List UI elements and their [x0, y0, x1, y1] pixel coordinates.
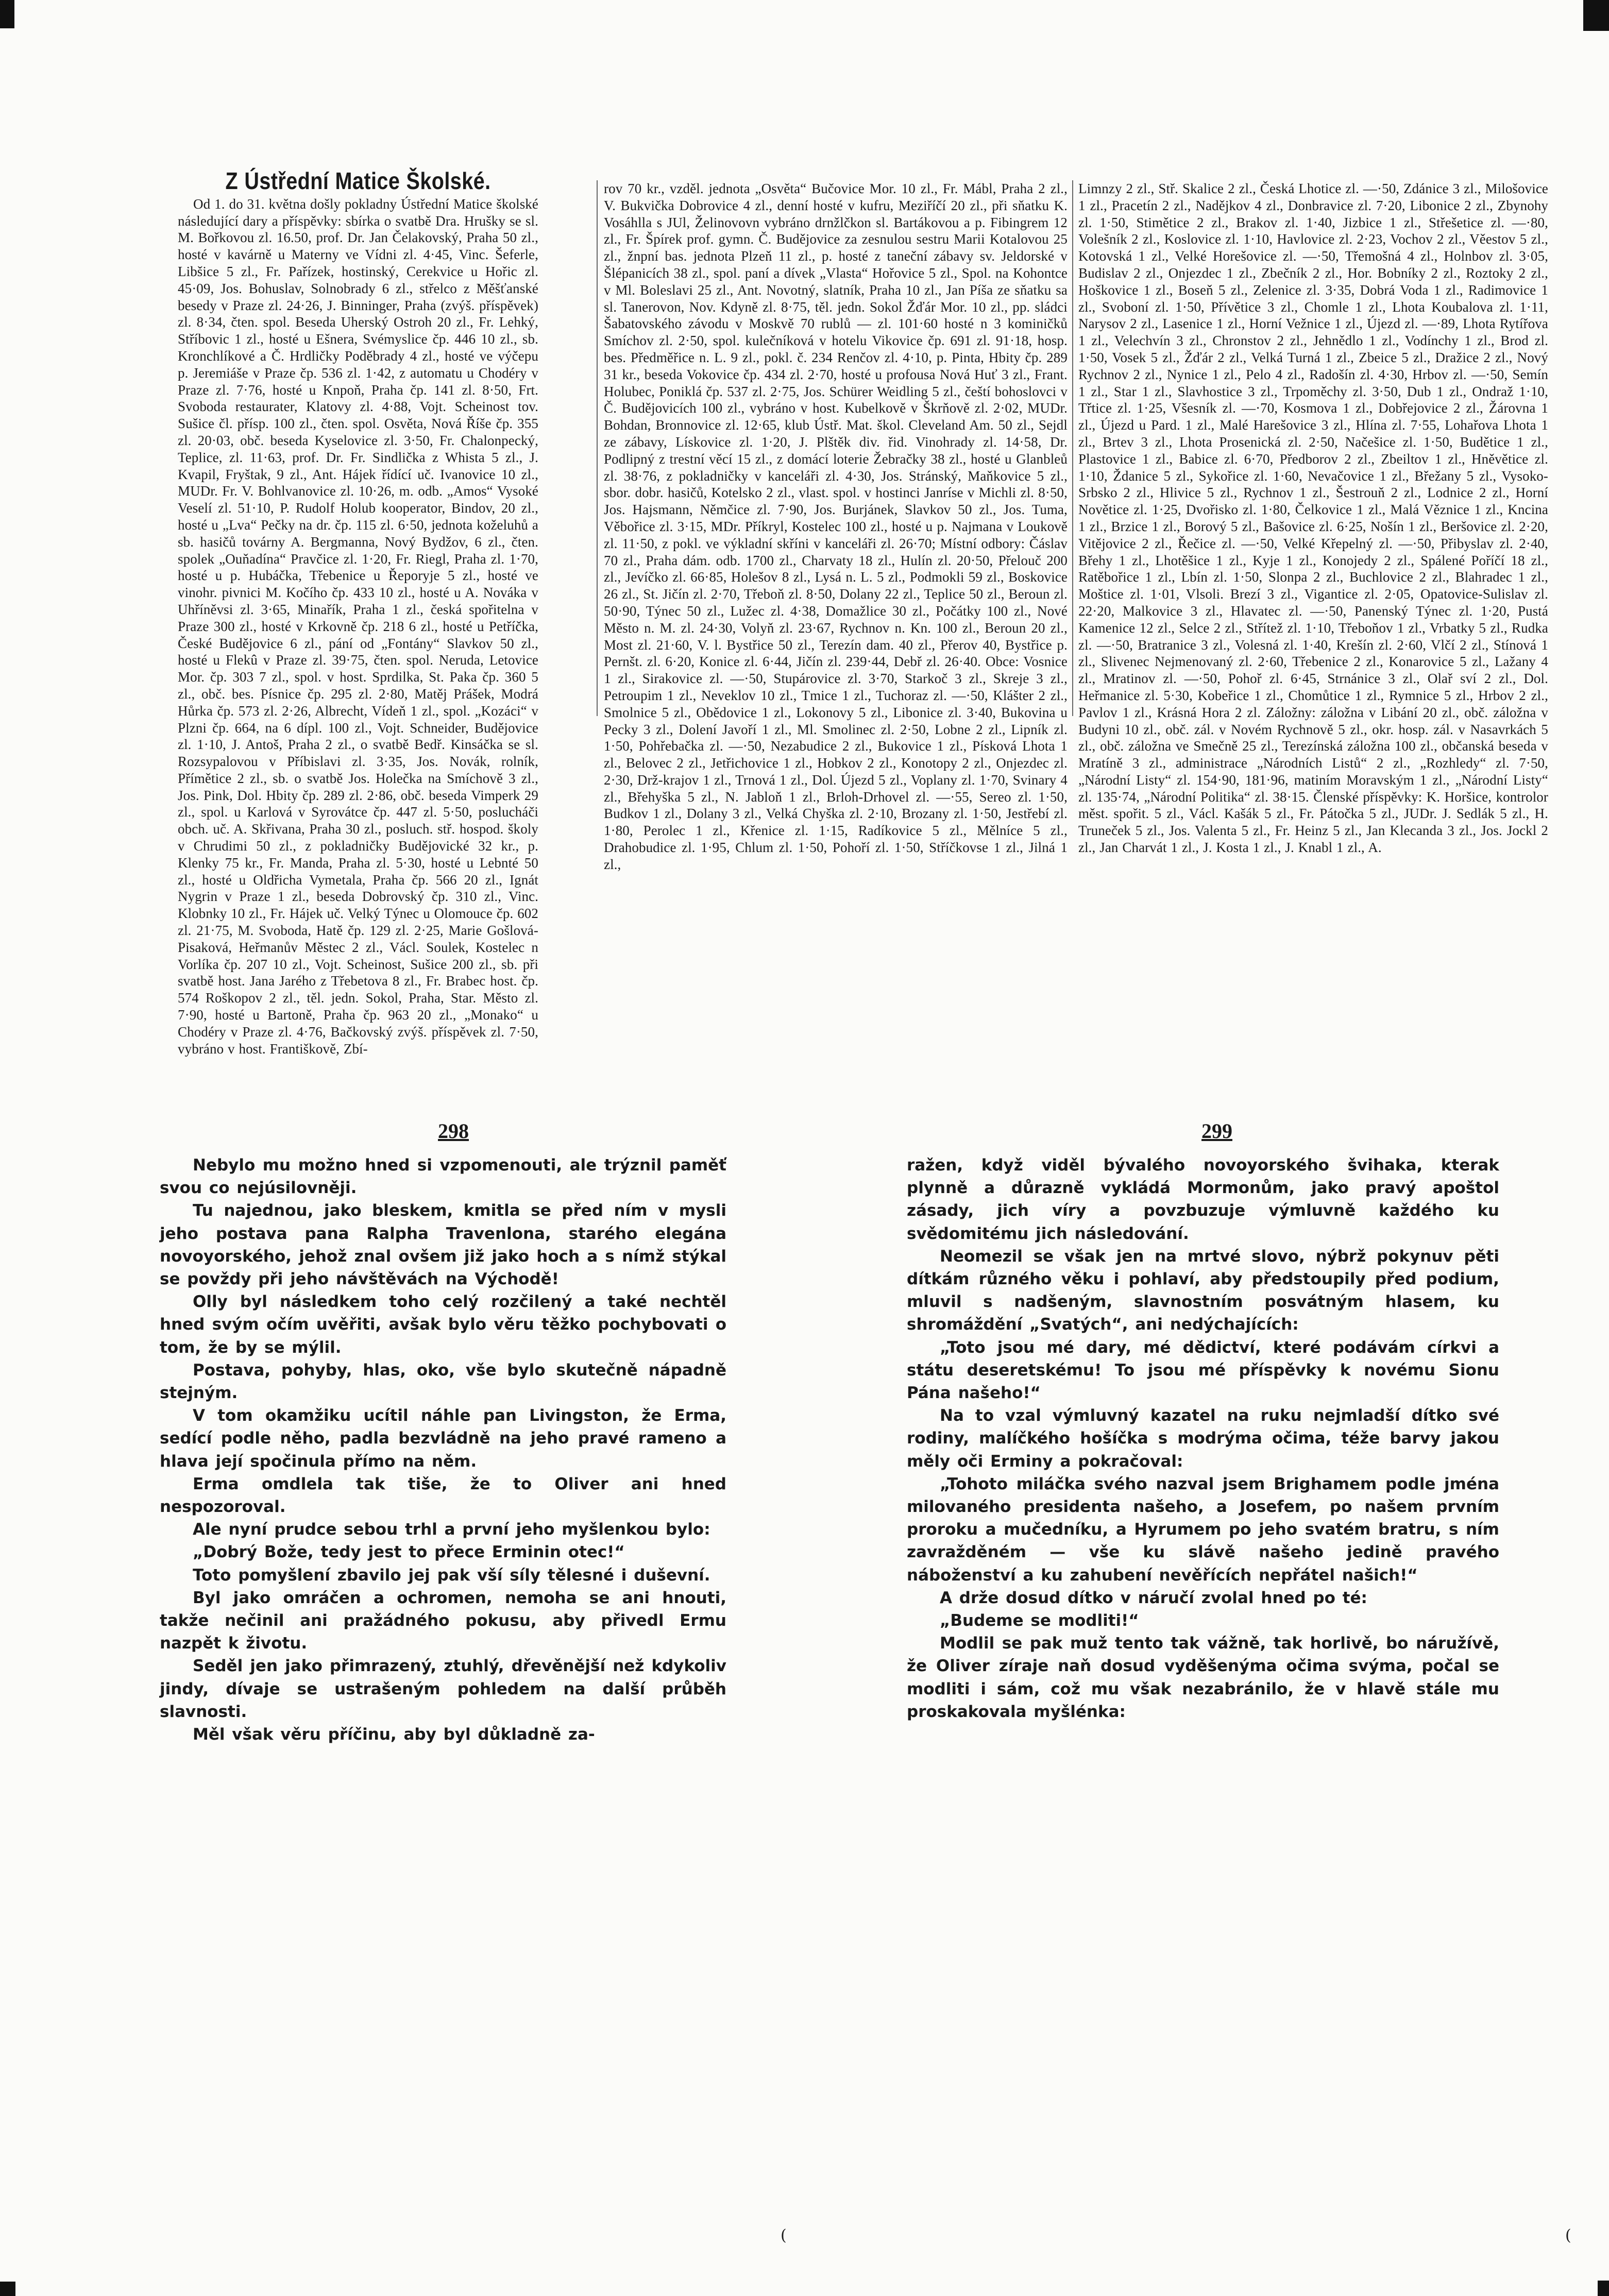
report-column-3: [1078, 180, 1548, 856]
novel-page-right: [907, 1154, 1499, 1723]
page-number-left: 298: [438, 1119, 469, 1143]
novel-paragraph: Olly byl následkem toho celý rozčilený a také nechtěl hned svým očím uvěřiti, avšak bylo věru těžko pochybovati o tom, že by se mýlil.: [160, 1292, 726, 1357]
novel-paragraph: Erma omdlela tak tiše, že to Oliver ani hned nespozoroval.: [160, 1474, 726, 1517]
novel-paragraph: V tom okamžiku ucítil náhle pan Livingston, že Erma, sedící podle něho, padla bezvládně na jeho pravé rameno a hlava její spočinula přímo na něm.: [160, 1406, 726, 1471]
novel-paragraph: Ale nyní prudce sebou trhl a první jeho myšlenkou bylo:: [193, 1520, 710, 1539]
novel-paragraph: „Dobrý Bože, tedy jest to přece Erminin otec!“: [193, 1543, 625, 1562]
scan-corner-bottom-right: [1598, 2281, 1609, 2296]
scan-corner-bottom-left: [0, 2282, 15, 2296]
report-paragraph: rov 70 kr., vzděl. jednota „Osvěta“ Bučovice Mor. 10 zl., Fr. Mábl, Praha 2 zl., V. Bukvička Dobrovice 4 zl., denní hosté v kufru, Meziříčí 20 zl., při sňatku K. Vosáhlla s JUl, Želinovovn vybráno drnžlčkon sl. Bartákovou a p. Fibingrem 12 zl., Fr. Špírek prof. gymn. Č. Budějovice za zesnulou sestru Marii Kotalovou 25 zl., žnpní bas. jednota Plzeň 11 zl., p. hosté z taneční zábavy sv. Jeldorské v Šlépanicích 38 zl., spol. paní a dívek „Vlasta“ Hořovice 5 zl., Spol. na Kohontce v Ml. Boleslavi 25 zl., Ant. Novotný, slatník, Praha 10 zl., Jan Píša ze sňatku sa sl. Tanerovon, Nov. Kdyně zl. 8·75, těl. jedn. Sokol Žďár Mor. 10 zl., pp. sládci Šabatovského závodu v Moskvě 70 rublů — zl. 101·60 hosté n 3 kominičků Smíchov zl. 2·50, spol. kulečníková v hotelu Vikovice čp. 691 zl. 91·18, hosp. bes. Předměřice n. L. 9 zl., pokl. č. 234 Renčov zl. 4·10, p. Pinta, Hbity čp. 289 31 kr., beseda Vokovice čp. 434 zl. 2·70, hosté u profousa Nová Huť 3 zl., Frant. Holubec, Poniklá čp. 537 zl. 2·75, Jos. Schürer Weidling 5 zl., čeští bohoslovci v Č. Budějovicích 100 zl., vybráno v host. Kubelkově v Škrňově zl. 2·02, MUDr. Bohdan, Bronnovice zl. 12·65, klub Ústř. Mat. škol. Cleveland Am. 50 zl., Sejdl ze zábavy, Lískovice zl. 1·20, J. Plštěk div. řid. Vinohrady zl. 14·58, Dr. Podlipný z trestní věcí 15 zl., z domácí loterie Žebračky 38 zl., hosté u Glanbleů zl. 38·76, z pokladničky v kanceláři zl. 4·30, Jos. Stránský, Maňkovice 5 zl., sbor. dobr. hasičů, Kotelsko 2 zl., vlast. spol. v hostinci Janríse v Michli zl. 8·50, Jos. Hajsmann, Němčice zl. 7·90, Jos. Burjánek, Slavkov 50 zl., Jos. Tuma, Věbořice zl. 3·15, MDr. Příkryl, Kostelec 100 zl., hosté u p. Najmana v Loukově zl. 11·50, z pokl. ve výkladní skříni v kanceláři zl. 26·70; Místní odbory: Čáslav 70 zl., Praha dám. odb. 1700 zl., Charvaty 18 zl., Hulín zl. 20·50, Přelouč 200 zl., Jevíčko zl. 66·85, Holešov 8 zl., Lysá n. L. 5 zl., Podmokli 59 zl., Boskovice 26 zl., St. Jičín zl. 2·70, Třeboň zl. 8·50, Dolany 22 zl., Teplice 50 zl., Beroun zl. 50·90, Týnec 50 zl., Lužec zl. 4·38, Domažlice 30 zl., Počátky 100 zl., Nové Město n. M. zl. 24·30, Volyň zl. 23·67, Rychnov n. Kn. 100 zl., Beroun 20 zl., Most zl. 21·60, V. l. Bystřice 50 zl., Terezín dam. 40 zl., Přerov 40, Bystřice p. Pernšt. zl. 6·20, Konice zl. 6·44, Jičín zl. 239·44, Debř zl. 26·40. Obce: Vosnice 1 zl., Sirakovice zl. —·50, Stupárovice zl. 3·70, Starkoč 3 zl., Skreje 3 zl., Petroupim 1 zl., Neveklov 10 zl., Tmice 1 zl., Tuchoraz zl. —·50, Klášter 2 zl., Smolnice 5 zl., Obědovice 1 zl., Lokonovy 5 zl., Libonice zl. 3·40, Bukovina u Pecky 3 zl., Dolení Javoří 1 zl., Ml. Smolinec zl. 2·50, Lobne 2 zl., Lipník zl. 1·50, Pohřebačka zl. —·50, Nezabudice 2 zl., Bukovice 1 zl., Písková Lhota 1 zl., Belovec 2 zl., Jetřichovice 1 zl., Hobkov 2 zl., Konotopy 2 zl., Onjezdec zl. 2·30, Drž-krajov 1 zl., Trnová 1 zl., Dol. Újezd 5 zl., Voplany zl. 1·70, Svinary 4 zl., Břehyška 5 zl., N. Jabloň 1 zl., Brloh-Drhovel zl. —·55, Sereo zl. 1·50, Budkov 1 zl., Dolany 3 zl., Velká Chyška zl. 2·10, Brozany zl. 1·50, Jestřebí zl. 1·80, Perolec 1 zl., Křenice zl. 1·15, Radíkovice 5 zl., Mělníce 5 zl., Drahobudice zl. 1·95, Chlum zl. 1·50, Pohoří zl. 1·50, Stříčkovse 1 zl., Jilná 1 zl.,: [604, 181, 1068, 872]
novel-paragraph: „Toto jsou mé dary, mé dědictví, které podávám církvi a státu deseretskému! To jsou mé příspěvky k novému Sionu Pána našeho!“: [907, 1338, 1499, 1403]
report-paragraph: Od 1. do 31. května došly pokladny Ústřední Matice školské následující dary a příspěvky: sbírka o svatbě Dra. Hrušky se sl. M. Bořkovou zl. 16.50, prof. Dr. Jan Čelakovský, Praha 50 zl., hosté v kavárně u Materny ve Vídni zl. 4·45, Vinc. Šeferle, Libšice 5 zl., Fr. Pařízek, hostinský, Cerekvice u Hořic zl. 45·09, Jos. Bohuslav, Solnobrady 6 zl., střelco z Měšťanské besedy v Praze zl. 24·26, J. Binninger, Praha (zvýš. příspěvek) zl. 8·34, čten. spol. Beseda Uherský Ostroh 20 zl., Fr. Lehký, Stříbovic 1 zl., hosté u Ešnera, Svémyslice čp. 446 10 zl., sb. Kronchlíkové a Č. Hrdličky Poděbrady 4 zl., hosté ve výčepu p. Jeremiáše v Praze čp. 536 zl. 1·42, z automatu u Chodéry v Praze zl. 7·76, hosté u Knpoň, Praha čp. 141 zl. 8·50, Frt. Svoboda restaurater, Klatovy zl. 4·88, Vojt. Scheinost tov. Sušice čl. přísp. 100 zl., čten. spol. Osvěta, Nová Říše čp. 355 zl. 20·03, obč. beseda Kyselovice zl. 3·50, Fr. Chalonpecký, Teplice, zl. 11·63, prof. Dr. Fr. Sindlička z Whista 5 zl., J. Kvapil, Fryštak, 9 zl., Ant. Hájek řídící uč. Ivanovice 10 zl., MUDr. Fr. V. Bohlvanovice zl. 10·26, m. odb. „Amos“ Vysoké Veselí zl. 51·10, P. Rudolf Holub kooperator, Bindov, 20 zl., hosté u „Lva“ Pečky na dr. čp. 115 zl. 6·50, jednota koželuhů a sb. hasičů továrny A. Bergmanna, Nový Bydžov, 6 zl., čten. spolek „Ouňadína“ Pravčice zl. 1·20, Fr. Riegl, Praha zl. 1·70, hosté u p. Hubáčka, Třebenice u Řeporyje 5 zl., hosté ve vinohr. pivnici M. Kočího čp. 433 10 zl., hosté u A. Nováka v Uhříněvsi zl. 3·65, Minařík, Praha 1 zl., česká spořitelna v Praze 300 zl., hosté v Krkovně čp. 218 6 zl., hosté u Petříčka, České Budějovice 6 zl., pání od „Fontány“ Slavkov 50 zl., hosté u Flekû v Praze zl. 39·75, čten. spol. Neruda, Letovice Mor. čp. 303 7 zl., spol. v host. Sprdilka, St. Paka čp. 360 5 zl., obč. bes. Písnice čp. 295 zl. 2·80, Matěj Prášek, Modrá Hůrka čp. 573 zl. 2·26, Albrecht, Vídeň 1 zl., spol. „Kozáci“ v Plzni čp. 664, na 6 dípl. 100 zl., Vojt. Schneider, Budějovice zl. 1·10, J. Antoš, Praha 2 zl., o svatbě Bedř. Kinsáčka se sl. Rozsypalovou v Příbislavi zl. 3·35, Jos. Novák, rolník, Přímětice 2 zl., sb. o svatbě Jos. Holečka na Smíchově 3 zl., Jos. Pink, Dol. Hbity čp. 289 zl. 2·86, obč. beseda Vimperk 29 zl., spol. u Karlová v Syrovátce čp. 447 zl. 5·50, poslucháči obch. uč. A. Skřivana, Praha 30 zl., posluch. stř. hospod. školy v Chrudimi 50 zl., z pokladničky Budějovické 32 kr., p. Klenky 75 kr., Fr. Manda, Praha zl. 5·30, hosté u Lebnté 50 zl., hosté u Oldřicha Vymetala, Praha čp. 566 20 zl., Ignát Nygrin v Praze 1 zl., beseda Dobrovský čp. 310 zl., Vinc. Klobnky 10 zl., Fr. Hájek uč. Velký Týnec u Olomouce čp. 602 zl. 21·75, M. Svoboda, Hatě čp. 129 zl. 2·25, Marie Gošlová-Pisaková, Heřmanův Městec 2 zl., Václ. Soulek, Kostelec n Vorlíka čp. 207 10 zl., Vojt. Scheinost, Sušice 200 zl., sb. při svatbě host. Jana Jarého z Třebetova 8 zl., Fr. Brabec host. čp. 574 Roškopov 2 zl., těl. jedn. Sokol, Praha, Star. Město zl. 7·90, hosté u Bartoně, Praha čp. 963 20 zl., „Monako“ u Chodéry v Praze zl. 4·76, Bačkovský zvýš. příspěvek zl. 7·50, vybráno v host. Františkově, Zbí-: [178, 196, 538, 1057]
column-divider: [1072, 180, 1073, 716]
novel-paragraph: Měl však věru příčinu, aby byl důkladně za-: [193, 1725, 595, 1744]
report-column-2: [604, 180, 1068, 873]
stray-print-mark: (: [1565, 2226, 1571, 2244]
novel-paragraph: Postava, pohyby, hlas, oko, vše bylo skutečně nápadně stejným.: [160, 1360, 726, 1403]
novel-paragraph: Tu najednou, jako bleskem, kmitla se před ním v mysli jeho postava pana Ralpha Travenlona, starého elegána novoyorského, jehož znal ovšem již jako hoch a s nímž stýkal se povždy při jeho návštěvách na Východě!: [160, 1201, 726, 1289]
report-paragraph: Limnzy 2 zl., Stř. Skalice 2 zl., Česká Lhotice zl. —·50, Zdánice 3 zl., Milošovice 1 zl., Pracetín 2 zl., Nadějkov 4 zl., Donbravice zl. 7·20, Libonice 2 zl., Zbynohy zl. 1·50, Stimětice 2 zl., Brakov zl. 1·40, Jizbice 1 zl., Střešetice zl. —·80, Volešník 2 zl., Koslovice zl. 1·10, Havlovice zl. 2·23, Vochov 2 zl., Věestov 5 zl., Kotovská 1 zl., Velké Horešovice zl. —·50, Třemošná 4 zl., Holnbov zl. 3·05, Budislav 2 zl., Onjezdec 1 zl., Zbečník 2 zl., Hor. Bobníky 2 zl., Roztoky 2 zl., Hoškovice 1 zl., Boseň 5 zl., Zelenice zl. 3·35, Dobrá Voda 1 zl., Radimovice 1 zl., Svoboní zl. 1·50, Přívětice 3 zl., Chomle 1 zl., Lhota Koubalova zl. 1·11, Narysov 2 zl., Lasenice 1 zl., Horní Vežnice 1 zl., Újezd zl. —·89, Lhota Rytířova 1 zl., Velechvín 3 zl., Chronstov 2 zl., Jehnědlo 1 zl., Vodínchy 1 zl., Brod zl. 1·50, Vosek 5 zl., Žďár 2 zl., Velká Turná 1 zl., Zbeice 5 zl., Dražice 2 zl., Nový Rychnov 2 zl., Nynice 1 zl., Pelo 4 zl., Radošín zl. 4·30, Hrbov zl. —·50, Semín 1 zl., Star 1 zl., Slavhostice 3 zl., Trpoměchy zl. 3·50, Dub 1 zl., Ondraž 1·10, Třtice zl. 1·25, Všesník zl. —·70, Kosmova 1 zl., Dobřejovice 2 zl., Žárovna 1 zl., Újezd u Pard. 1 zl., Malé Harešovice 3 zl., Hlína zl. 7·55, Lohařova Lhota 1 zl., Brtev 3 zl., Lhota Prosenická zl. 2·50, Načešice zl. 1·50, Budětice 1 zl., Plastovice 1 zl., Babice zl. 6·70, Předborov 2 zl., Zbeiltov 1 zl., Hněvětice zl. 1·10, Ždanice 5 zl., Sykořice zl. 1·60, Nevačovice 1 zl., Břežany 5 zl., Vysoko-Srbsko 2 zl., Hlivice 5 zl., Rychnov 1 zl., Šestrouň 2 zl., Lodnice 2 zl., Horní Novětice zl. 1·25, Dvořisko zl. 1·80, Čelkovice 1 zl., Malá Věznice 1 zl., Kncina 1 zl., Brzice 1 zl., Borový 5 zl., Bašovice zl. 6·25, Nošín 1 zl., Beršovice zl. 2·20, Vitějovice 2 zl., Řečice zl. —·50, Velké Křepelný zl. —·50, Přibyslav zl. 2·40, Břehy 1 zl., Lhotěšice 1 zl., Kyje 1 zl., Konojedy 2 zl., Spálené Poříčí 18 zl., Ratěbořice 1 zl., Lbín zl. 1·50, Slonpa 2 zl., Buchlovice 2 zl., Blahradec 1 zl., Moštice zl. 1·01, Vlsoli. Brezí 3 zl., Vigantice zl. 2·05, Opatovice-Sulislav zl. 22·20, Malkovice 3 zl., Hlavatec zl. —·50, Panenský Týnec zl. 1·20, Pustá Kamenice 12 zl., Selce 2 zl., Střítež zl. 1·10, Třeboňov 1 zl., Vrbatky 5 zl., Rudka zl. —·50, Bratranice 3 zl., Volesná zl. 1·40, Krešín zl. 2·60, Vlčí 2 zl., Stínová 1 zl., Slivenec Nejmenovaný zl. 2·60, Třebenice 2 zl., Konarovice 5 zl., Lažany 4 zl., Mratinov zl. —·50, Pohoř zl. 6·45, Strnánice 3 zl., Olař sví 2 zl., Dol. Heřmanice zl. 5·30, Kobeřice 1 zl., Chomůtice 1 zl., Rymnice 5 zl., Hrbov 2 zl., Pavlov 1 zl., Krásná Hora 2 zl. Záložny: záložna v Libání 20 zl., obč. záložna v Budyni 10 zl., obč. zál. v Novém Rychnově 5 zl., okr. hosp. zál. v Nasavrkách 5 zl., obč. záložna ve Smečně 25 zl., Terezínská záložna 100 zl., občanská beseda v Mratíně 3 zl., administrace „Národních Listů“ 2 zl., „Rozhledy“ zl. 7·50, „Národní Listy“ zl. 154·90, 181·96, matiním Moravským 1 zl., „Národní Listy“ zl. 135·74, „Národní Politika“ zl. 38·15. Členské příspěvky: K. Horšice, kontrolor měst. spořit. 5 zl., Václ. Kašák 5 zl., Fr. Pátočka 5 zl., JUDr. J. Sedlák 5 zl., H. Truneček 5 zl., Jos. Valenta 5 zl., Fr. Heinz 5 zl., Jan Klecanda 3 zl., Jos. Jockl 2 zl., Jan Charvát 1 zl., J. Kosta 1 zl., J. Knabl 1 zl., A.: [1078, 181, 1548, 856]
report-heading: Z Ústřední Matice Školské.: [225, 167, 491, 194]
novel-paragraph: „Budeme se modliti!“: [940, 1611, 1139, 1630]
novel-paragraph: Neomezil se však jen na mrtvé slovo, nýbrž pokynuv pěti dítkám různého věku i pohlaví, aby předstoupily před podium, mluvil s nadšeným, slavnostním posvátným hlasem, ku shromáždění „Svatých“, ani nedýchajících:: [907, 1247, 1499, 1334]
novel-paragraph: „Tohoto miláčka svého nazval jsem Brighamem podle jména milovaného presidenta našeho, a Josefem, po našem prvním proroku a mučedníku, a Hyrumem po jeho svatém bratru, s ním zavražděném — vše ku slávě našeho jedině pravého náboženství a ku zahubení nevěřících nepřátel našich!“: [907, 1474, 1499, 1585]
page-number-right: 299: [1201, 1119, 1232, 1143]
novel-paragraph: Byl jako omráčen a ochromen, nemoha se ani hnouti, takže nečinil ani pražádného pokusu, aby přivedl Ermu nazpět k životu.: [160, 1588, 726, 1653]
novel-paragraph: Nebylo mu možno hned si vzpomenouti, ale trýznil paměť svou co nejúsilovněji.: [160, 1156, 726, 1198]
novel-paragraph: Seděl jen jako přimrazený, ztuhlý, dřevěnější než kdykoliv jindy, dívaje se ustrašeným pohledem na další průběh slavnosti.: [160, 1657, 726, 1721]
stray-print-mark: (: [781, 2226, 787, 2244]
novel-paragraph: A drže dosud dítko v náručí zvolal hned po té:: [940, 1588, 1367, 1607]
column-divider: [597, 180, 598, 716]
novel-paragraph: Na to vzal výmluvný kazatel na ruku nejmladší dítko své rodiny, malíčkého hošíčka s modrýma očima, téže barvy jakou měly oči Erminy a pokračoval:: [907, 1406, 1499, 1471]
novel-paragraph: ražen, když viděl bývalého novoyorského švihaka, kterak plynně a důrazně vykládá Mormonům, jako pravý apoštol zásady, jich víry a povzbuzuje výmluvně každého ku svědomitému jich následování.: [907, 1156, 1499, 1243]
scan-corner-top-left: [0, 0, 14, 28]
scan-corner-top-right: [1583, 0, 1609, 31]
novel-page-left: [160, 1154, 726, 1746]
report-column-1: [178, 167, 538, 1057]
novel-paragraph: Toto pomyšlení zbavilo jej pak vší síly tělesné i duševní.: [193, 1566, 710, 1585]
novel-paragraph: Modlil se pak muž tento tak vážně, tak horlivě, bo náružívě, že Oliver zíraje naň dosud vyděšenýma očima svýma, počal se modliti i sám, což mu však nezabránilo, že v hlavě stále mu proskakovala myšlénka:: [907, 1634, 1499, 1721]
